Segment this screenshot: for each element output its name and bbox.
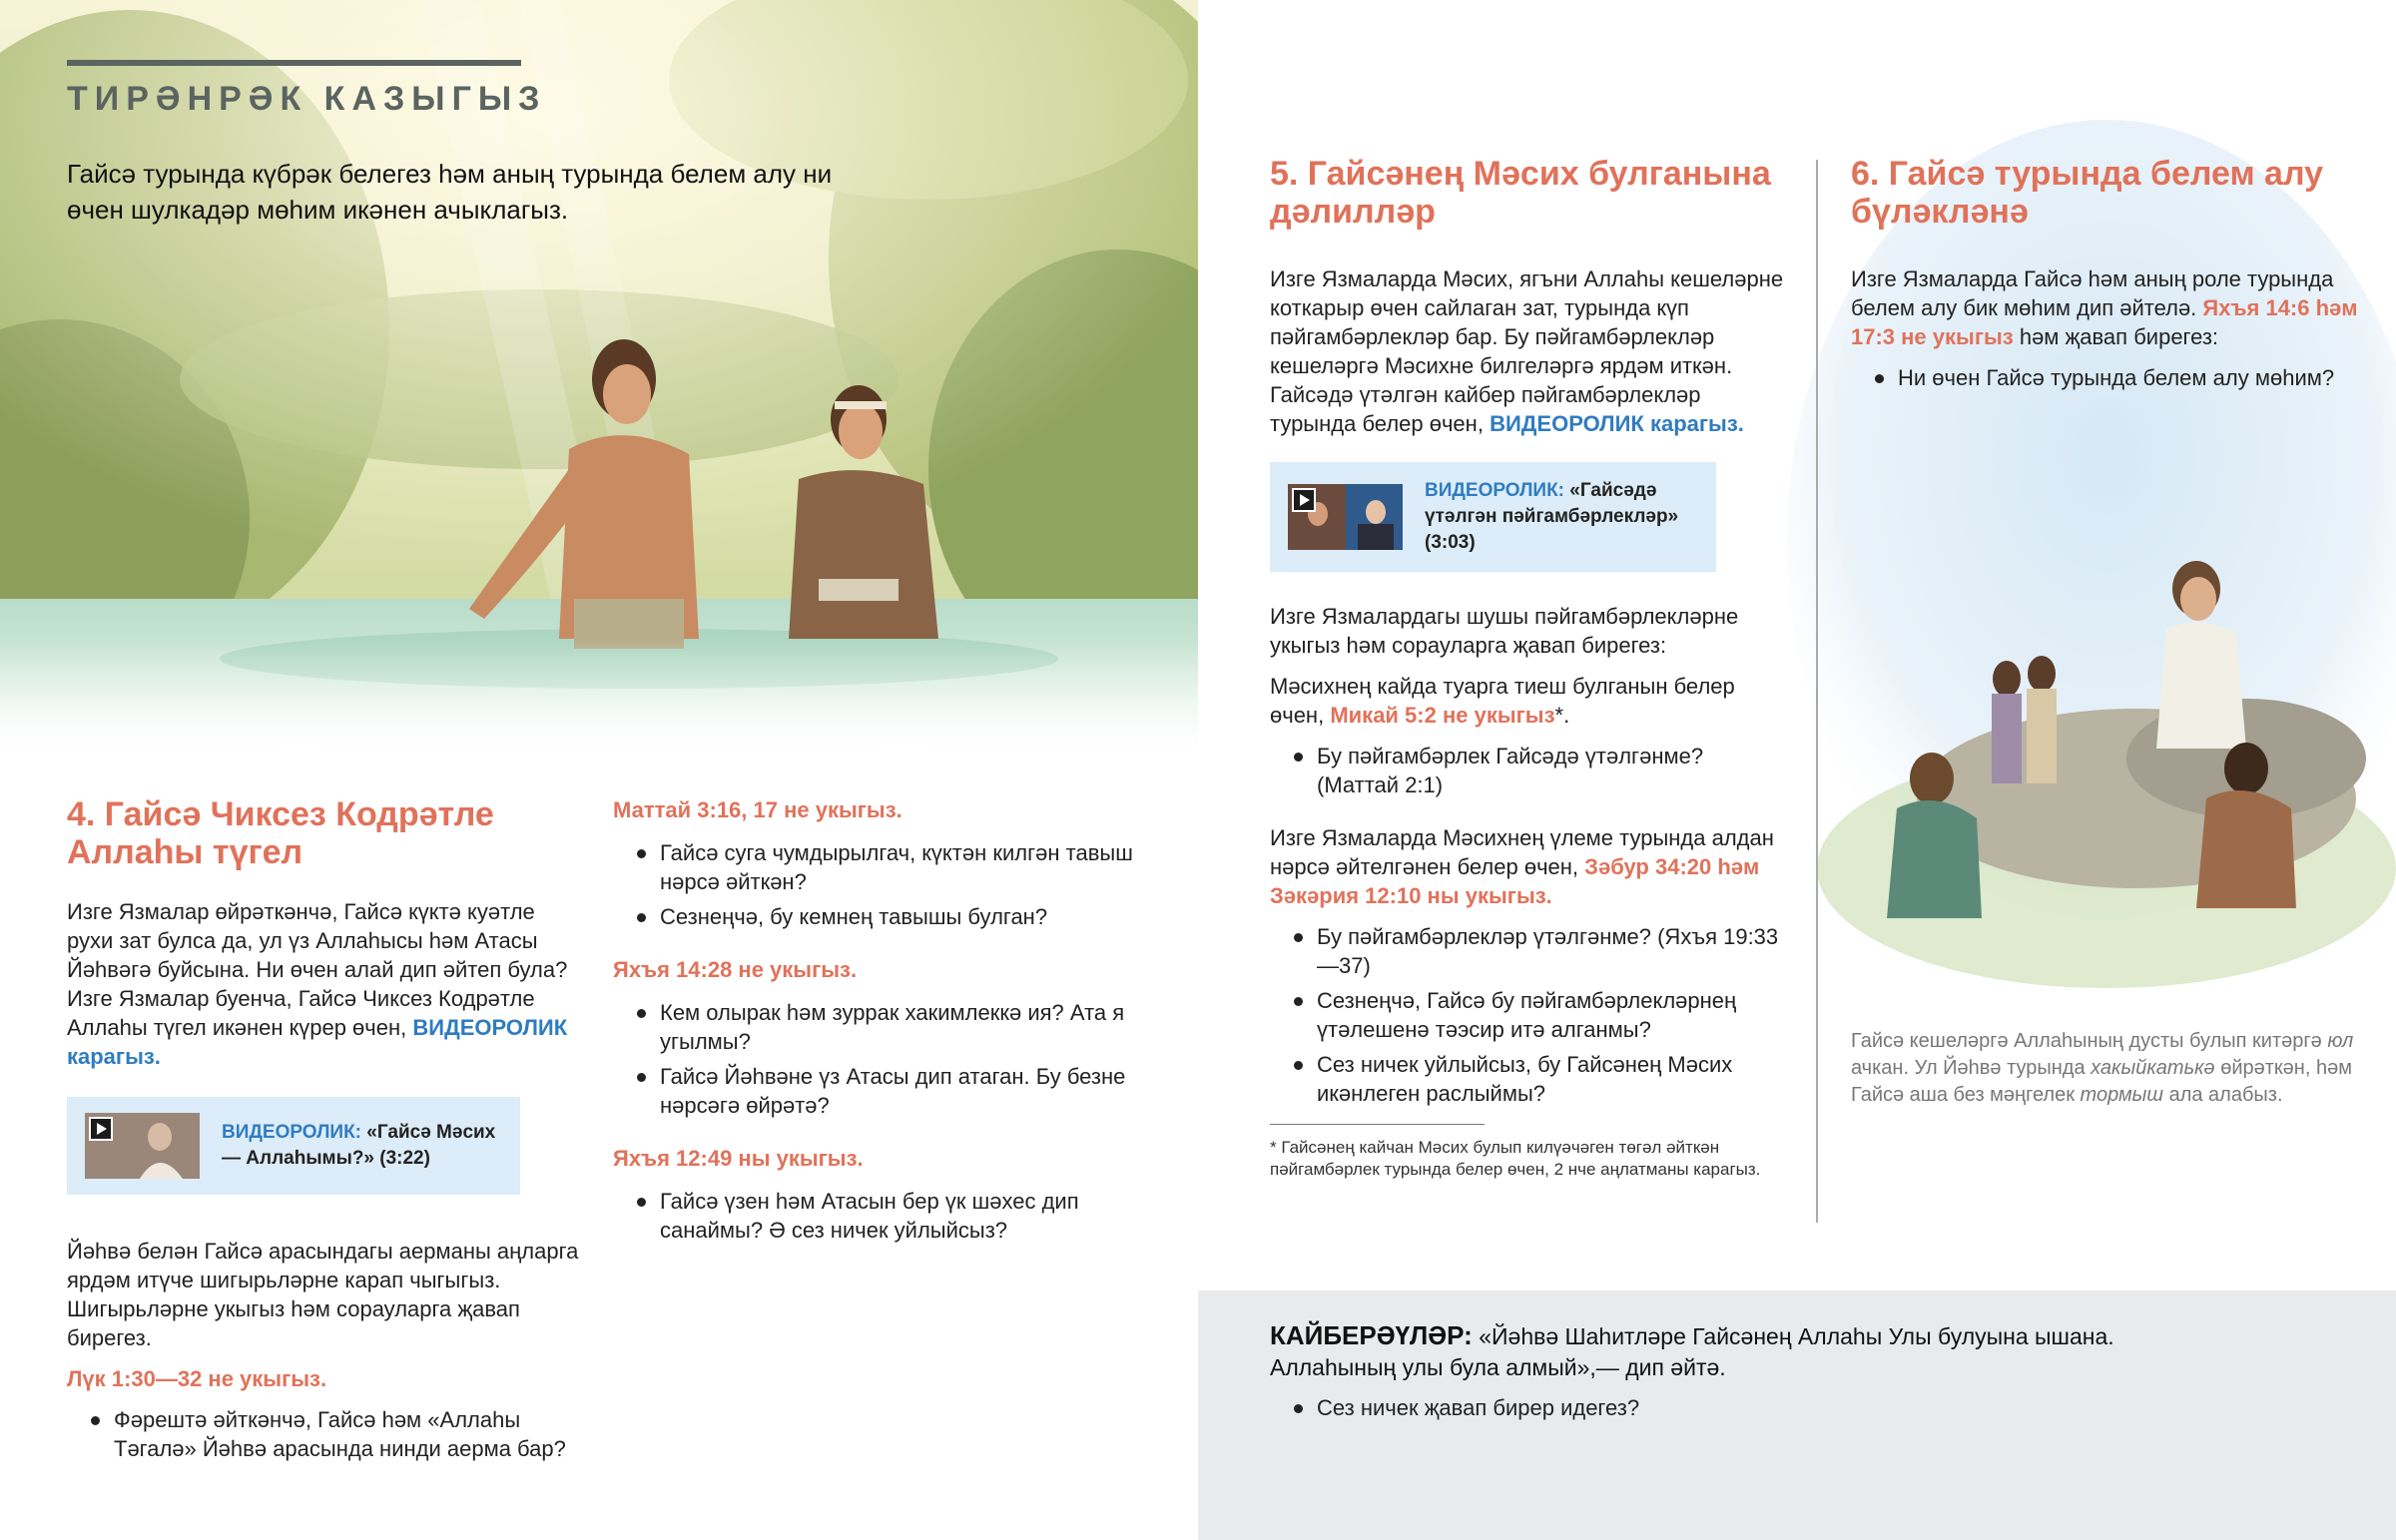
video-label: ВИДЕОРОЛИК: xyxy=(222,1122,362,1143)
header-rule xyxy=(67,60,521,66)
video-thumbnail[interactable] xyxy=(85,1113,200,1179)
video-card[interactable] xyxy=(67,1097,520,1195)
some-say-content xyxy=(1270,1320,2188,1428)
question-item: Гайсә Йәһвәне үз Атасы дип атаган. Бу безне нәрсәгә өйрәтә? xyxy=(613,1062,1152,1120)
caption-text: ачкан. Ул Йәһвә турында xyxy=(1851,1057,2086,1079)
some-say-label: КАЙБЕРӘҮЛӘР: xyxy=(1270,1320,1473,1350)
section-4-text: Изге Язмалар өйрәткәнчә, Гайсә күктә куәтле рухи зат булса да, ул үз Аллаһысы һәм Атасы Йәһвәгә буйсына. Ни өчен алай дип әйтеп була? Изге Язмалар буенча, Гайсә Чиксез Кодрәтле Аллаһы түгел икәнен күрер өчен, xyxy=(67,899,568,1040)
play-icon[interactable] xyxy=(89,1117,113,1141)
question-list xyxy=(613,1187,1152,1245)
section-5-column xyxy=(1270,155,1789,1181)
question-list xyxy=(1270,742,1789,799)
question-item: Кем олырак һәм зуррак хакимлеккә ия? Ата я угылмы? xyxy=(613,998,1152,1056)
section-4-paragraph xyxy=(67,897,586,1071)
section-4-paragraph-2: Йәһвә белән Гайсә арасындагы аерманы аңларга ярдәм итүче шигырьләрне карап чыгыгыз. Шигырьләрне укыгыз һәм сорауларга җавап бирегез. xyxy=(67,1239,579,1350)
video-caption xyxy=(1425,478,1698,556)
section-4-title: 4. Гайсә Чиксез Кодрәтле Аллаһы түгел xyxy=(67,795,494,871)
video-thumbnail[interactable] xyxy=(1288,484,1403,550)
footnote: * Гайсәнең кайчан Мәсих булып килүәчәген төгәл әйткән пәйгамбәрлек турында белер өчен, 2 нче аңлатманы карагыз. xyxy=(1270,1138,1761,1179)
scripture-reference-luke[interactable]: Лүк 1:30—32 не укыгыз. xyxy=(67,1366,327,1391)
scripture-reference-john[interactable]: Яхъя 14:6 һәм 17:3 не укыгыз xyxy=(1851,295,2358,349)
section-6-text: Изге Язмаларда Гайсә һәм аның роле турында белем алу бик мөһим дип әйтелә. xyxy=(1851,266,2334,320)
caption-text: ала алабыз. xyxy=(2168,1084,2283,1106)
question-item: Фәрештә әйткәнчә, Гайсә һәм «Аллаһы Тәгалә» Йәһвә арасында нинди аерма бар? xyxy=(67,1405,586,1463)
question-item: Сез ничек җавап бирер идегез? xyxy=(1270,1393,2188,1422)
some-say-box xyxy=(1198,1290,2396,1540)
section-5-text: Изге Язмаларда Мәсих, ягъни Аллаһы кешеләрне коткарыр өчен сайлаган зат, турында күп пәйгамбәрлекләр бар. Бу пәйгамбәрлекләр кешеләргә Мәсихне билгеләргә ярдәм иткән. Гайсәдә үтәлгән кайбер пәйгамбәрлекләр турында белер өчен, xyxy=(1270,266,1784,436)
some-say-text: «Йәһвә Шаһитләре Гайсәнең Аллаһы Улы булуына ышана. Аллаһының улы була алмый»,— дип әйтә. xyxy=(1270,1323,2114,1380)
video-link[interactable]: ВИДЕОРОЛИК карагыз. xyxy=(1490,411,1744,436)
illustration-caption xyxy=(1851,1028,2360,1109)
section-5-paragraph xyxy=(1270,264,1789,438)
question-list xyxy=(67,1405,586,1463)
question-list xyxy=(1270,922,1789,1108)
question-item: Гайсә суга чумдырылгач, күктән килгән тавыш нәрсә әйткән? xyxy=(613,838,1152,896)
question-list xyxy=(613,998,1152,1120)
scripture-reference-psalm-zechariah[interactable]: Зәбур 34:20 һәм Зәкәрия 12:10 ны укыгыз. xyxy=(1270,854,1760,908)
section-6-text-end: һәм җавап бирегез: xyxy=(2019,324,2219,349)
section-5-text-3: Мәсихнең кайда туарга тиеш булганын белер өчен, xyxy=(1270,674,1735,728)
scripture-reference-micah[interactable]: Микай 5:2 не укыгыз xyxy=(1330,703,1555,728)
video-label: ВИДЕОРОЛИК: xyxy=(1425,480,1565,501)
video-card[interactable] xyxy=(1270,462,1716,572)
footnote-rule xyxy=(1270,1124,1485,1125)
caption-emphasis: юл xyxy=(2327,1030,2354,1052)
video-title: «Гайсә Мәсих — Аллаһымы?» (3:22) xyxy=(222,1122,496,1169)
section-header: ТИРӘНРӘК КАЗЫГЫЗ xyxy=(67,80,547,118)
caption-text: өйрәткән, һәм Гайсә аша без мәңгелек xyxy=(1851,1057,2352,1106)
section-5-title: 5. Гайсәнең Мәсих булганына дәлилләр xyxy=(1270,155,1771,231)
play-icon[interactable] xyxy=(1292,488,1316,512)
caption-emphasis: тормыш xyxy=(2080,1084,2164,1106)
section-4-column-b xyxy=(613,795,1152,1251)
column-divider xyxy=(1816,160,1818,1223)
section-6-column xyxy=(1851,155,2360,398)
scripture-reference-matthew[interactable]: Маттай 3:16, 17 не укыгыз. xyxy=(613,797,902,822)
video-title: «Гайсәдә үтәлгән пәйгамбәрлекләр» (3:03) xyxy=(1425,480,1679,553)
scripture-reference-john-14[interactable]: Яхъя 14:28 не укыгыз. xyxy=(613,957,858,982)
section-6-title: 6. Гайсә турында белем алу бүләкләнә xyxy=(1851,155,2324,231)
some-say-statement xyxy=(1270,1320,2188,1383)
question-list xyxy=(1851,363,2360,392)
section-5-text-4: Изге Язмаларда Мәсихнең үлеме турында алдан нәрсә әйтелгәнен белер өчен, xyxy=(1270,825,1774,879)
question-item: Ни өчен Гайсә турында белем алу мөһим? xyxy=(1851,363,2360,392)
scripture-reference-john-12[interactable]: Яхъя 12:49 ны укыгыз. xyxy=(613,1146,864,1171)
video-link[interactable]: ВИДЕОРОЛИК карагыз. xyxy=(67,1015,568,1069)
question-item: Бу пәйгамбәрлекләр үтәлгәнме? (Яхъя 19:33—37) xyxy=(1270,922,1789,980)
right-page xyxy=(1198,0,2396,1540)
section-5-paragraph-3 xyxy=(1270,672,1789,730)
question-list xyxy=(613,838,1152,931)
question-list xyxy=(1270,1393,2188,1422)
question-item: Бу пәйгамбәрлек Гайсәдә үтәлгәнме? (Маттай 2:1) xyxy=(1270,742,1789,799)
intro-text: Гайсә турында күбрәк белегез һәм аның турында белем алу ни өчен шулкадәр мөһим икәнен ачыклагыз. xyxy=(67,159,833,225)
question-item: Сез ничек уйлыйсыз, бу Гайсәнең Мәсих икәнлеген раслыймы? xyxy=(1270,1050,1789,1108)
section-5-paragraph-2: Изге Язмалардагы шушы пәйгамбәрлекләрне укыгыз һәм сорауларга җавап бирегез: xyxy=(1270,604,1739,658)
section-5-paragraph-4 xyxy=(1270,823,1789,910)
question-item: Гайсә үзен һәм Атасын бер үк шәхес дип санаймы? Ә сез ничек уйлыйсыз? xyxy=(613,1187,1152,1245)
caption-text: Гайсә кешеләргә Аллаһының дусты булып китәргә xyxy=(1851,1030,2322,1052)
section-6-paragraph xyxy=(1851,264,2360,351)
video-caption xyxy=(222,1120,502,1172)
question-item: Сезнеңчә, бу кемнең тавышы булган? xyxy=(613,902,1152,931)
footnote-marker: *. xyxy=(1554,703,1570,728)
section-4-column-a xyxy=(67,795,586,1469)
caption-emphasis: хакыйкатькә xyxy=(2091,1057,2215,1079)
question-item: Сезнеңчә, Гайсә бу пәйгамбәрлекләрнең үтәлешенә тәэсир итә алганмы? xyxy=(1270,986,1789,1044)
